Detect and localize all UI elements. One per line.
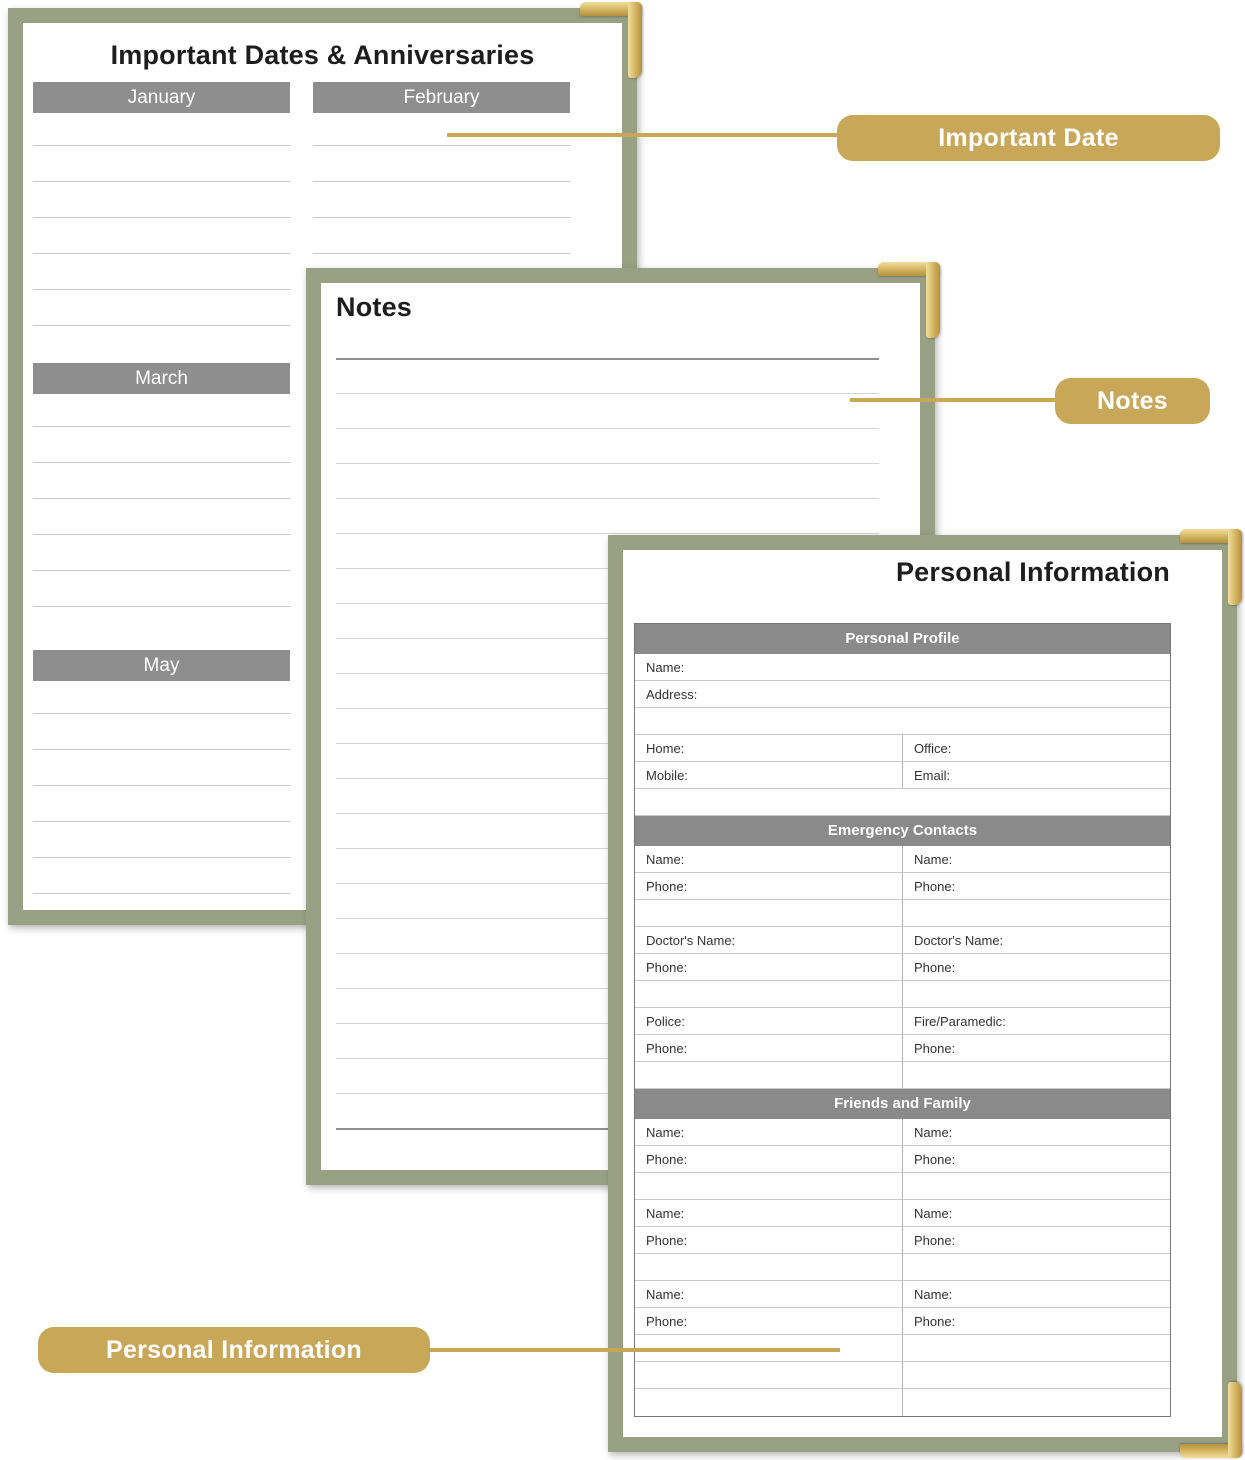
table-cell-blank (902, 1173, 1170, 1199)
gold-corner-bar (580, 2, 642, 16)
callout-label: Personal Information (105, 1335, 363, 1364)
table-cell-blank (902, 1389, 1170, 1416)
table-cell-label: Name: (902, 1281, 1170, 1307)
table-row (635, 735, 1170, 762)
ruled-line (33, 426, 290, 427)
table-cell-blank (635, 1362, 902, 1388)
table-row (635, 1008, 1170, 1035)
callout-label: Important Date (938, 123, 1119, 152)
table-cell-blank (635, 1254, 902, 1280)
callout-badge-important-date (837, 115, 1220, 161)
table-section-header: Friends and Family (635, 1089, 1170, 1119)
ruled-line (33, 821, 290, 822)
table-cell-blank (902, 1362, 1170, 1388)
page-title: Personal Information (895, 557, 1170, 587)
table-cell-blank (635, 1173, 902, 1199)
table-row (635, 1281, 1170, 1308)
table-row (635, 654, 1170, 681)
table-cell-label: Phone: (646, 879, 688, 894)
ruled-line (33, 145, 290, 146)
ruled-line (336, 533, 879, 534)
table-row (635, 762, 1170, 789)
table-row (635, 681, 1170, 708)
table-cell-label: Name: (646, 1287, 685, 1302)
table-row (635, 954, 1170, 981)
table-cell-blank (902, 1062, 1170, 1088)
table-cell-label: Fire/Paramedic: (902, 1008, 1170, 1034)
table-row (635, 1119, 1170, 1146)
table-cell-blank (902, 981, 1170, 1007)
table-cell-label: Mobile: (646, 768, 688, 783)
table-cell-label: Phone: (646, 1314, 688, 1329)
ruled-line (33, 325, 290, 326)
table-cell-blank (902, 1254, 1170, 1280)
ruled-line (33, 570, 290, 571)
month-header: May (33, 650, 290, 681)
table-row (635, 873, 1170, 900)
table-cell-blank (635, 981, 902, 1007)
ruled-line (33, 534, 290, 535)
table-row (635, 1362, 1170, 1389)
ruled-line (313, 217, 570, 218)
ruled-line (33, 217, 290, 218)
ruled-line (313, 181, 570, 182)
table-cell-label: Phone: (646, 960, 688, 975)
ruled-line (33, 289, 290, 290)
table-cell-label: Name: (646, 1206, 685, 1221)
table-cell-blank (635, 900, 902, 926)
gold-corner-bar (878, 262, 940, 276)
table-row (635, 1173, 1170, 1200)
ruled-line (33, 749, 290, 750)
table-cell-label: Name: (646, 660, 685, 675)
table-row (635, 927, 1170, 954)
table-row (635, 1200, 1170, 1227)
ruled-line (336, 393, 879, 394)
table-row (635, 1227, 1170, 1254)
table-cell-label: Doctor's Name: (902, 927, 1170, 953)
table-cell-blank (635, 1062, 902, 1088)
ruled-line (313, 145, 570, 146)
table-row (635, 981, 1170, 1008)
gold-corner-bar (1180, 529, 1242, 543)
ruled-line (33, 498, 290, 499)
ruled-line (33, 606, 290, 607)
table-cell-label: Name: (646, 852, 685, 867)
callout-connector-line (420, 1348, 840, 1352)
month-header: March (33, 363, 290, 394)
table-row (635, 1254, 1170, 1281)
personal-info-table (634, 623, 1171, 1417)
ruled-line (33, 893, 290, 894)
gold-corner-bar (1228, 529, 1242, 605)
table-cell-label: Phone: (902, 873, 1170, 899)
table-row (635, 846, 1170, 873)
table-cell-label: Phone: (902, 954, 1170, 980)
table-cell-label: Office: (902, 735, 1170, 761)
table-cell-label: Phone: (902, 1227, 1170, 1253)
ruled-line (336, 498, 879, 499)
page-title: Important Dates & Anniversaries (110, 40, 535, 70)
table-cell-label: Name: (902, 1119, 1170, 1145)
title-underline (336, 358, 879, 360)
table-row (635, 789, 1170, 816)
ruled-line (33, 857, 290, 858)
gold-corner-bar (926, 262, 940, 338)
table-cell-label: Phone: (902, 1146, 1170, 1172)
callout-badge-notes (1055, 378, 1210, 424)
table-cell-label: Name: (902, 1200, 1170, 1226)
table-row (635, 1389, 1170, 1416)
table-cell-label: Home: (646, 741, 685, 756)
table-row (635, 1308, 1170, 1335)
ruled-line (313, 253, 570, 254)
table-cell-label: Name: (646, 1125, 685, 1140)
table-cell-blank (902, 1335, 1170, 1361)
table-cell-blank (635, 1389, 902, 1416)
table-cell-label: Phone: (646, 1152, 688, 1167)
page-personal-information (608, 535, 1237, 1452)
callout-connector-line (447, 133, 847, 137)
table-cell-label: Phone: (646, 1041, 688, 1056)
month-header: January (33, 82, 290, 113)
table-cell-label: Phone: (646, 1233, 688, 1248)
table-row (635, 900, 1170, 927)
callout-label: Notes (1097, 386, 1168, 415)
table-row (635, 1146, 1170, 1173)
ruled-line (33, 713, 290, 714)
table-cell-label: Police: (646, 1014, 686, 1029)
ruled-line (33, 253, 290, 254)
gold-corner-bar (1228, 1382, 1242, 1458)
table-section-header: Emergency Contacts (635, 816, 1170, 846)
month-header: February (313, 82, 570, 113)
table-cell-label: Phone: (902, 1308, 1170, 1334)
table-row (635, 1062, 1170, 1089)
gold-corner-bar (1180, 1444, 1242, 1458)
table-section-header: Personal Profile (635, 624, 1170, 654)
table-cell-label: Address: (646, 687, 698, 702)
table-cell-blank (902, 900, 1170, 926)
callout-connector-line (850, 398, 1065, 402)
callout-badge-personal-information (38, 1327, 430, 1373)
table-cell-blank (635, 789, 1170, 815)
table-cell-label: Phone: (902, 1035, 1170, 1061)
page-title: Notes (336, 292, 413, 322)
table-row (635, 708, 1170, 735)
table-row (635, 1035, 1170, 1062)
ruled-line (33, 785, 290, 786)
table-cell-blank (635, 708, 1170, 734)
ruled-line (336, 463, 879, 464)
ruled-line (33, 181, 290, 182)
table-cell-label: Email: (902, 762, 1170, 788)
table-cell-label: Doctor's Name: (646, 933, 736, 948)
table-cell-label: Name: (902, 846, 1170, 872)
ruled-line (33, 462, 290, 463)
ruled-line (336, 428, 879, 429)
